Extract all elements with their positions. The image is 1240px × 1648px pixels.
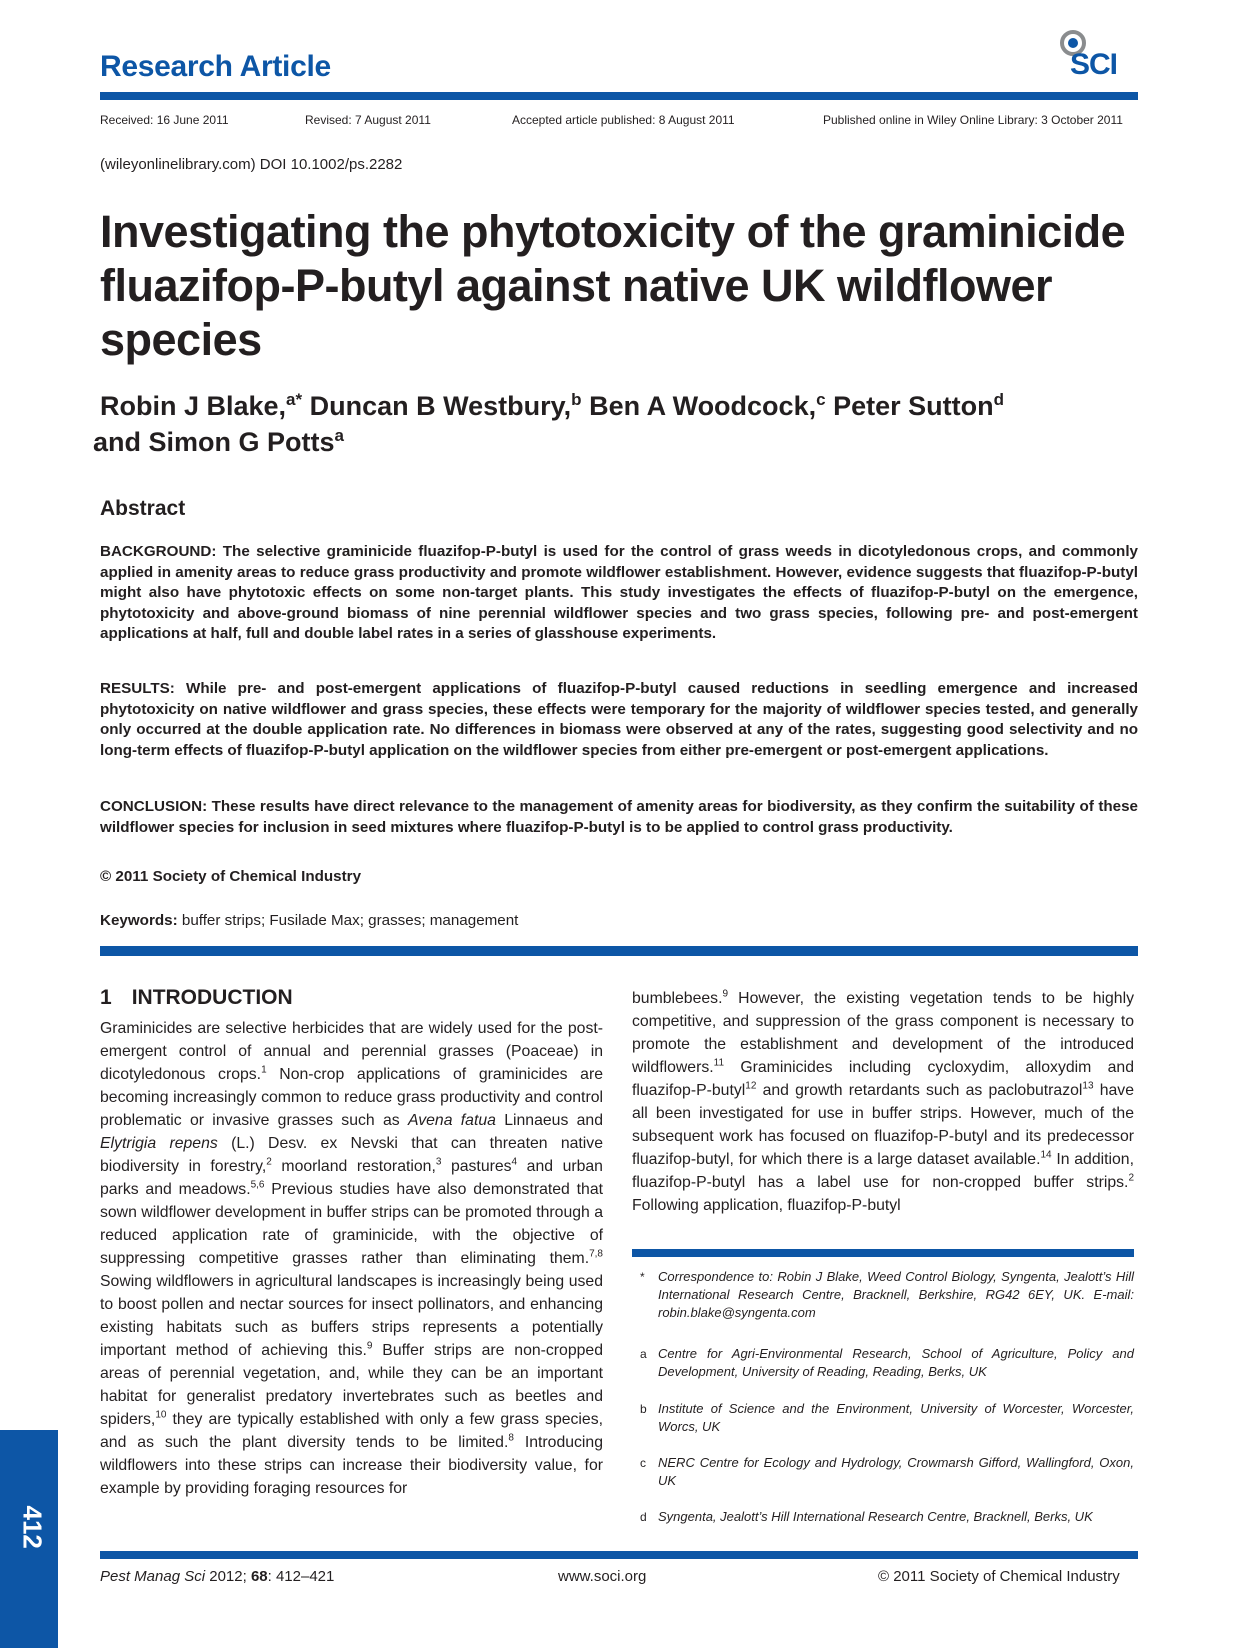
section-heading-introduction xyxy=(100,986,293,1010)
footnote-text: Centre for Agri-Environmental Research, School of Agriculture, Policy and Development, University of Reading, Reading, Berks, UK xyxy=(658,1346,1134,1379)
footnote-mark: d xyxy=(640,1510,647,1524)
sci-logo-text: SCI xyxy=(1070,48,1118,81)
author-name: Peter Sutton xyxy=(825,391,994,421)
article-title: Investigating the phytotoxicity of the graminicide fluazifop-P-butyl against native UK wildflower species xyxy=(100,206,1126,365)
intro-left-column: Graminicides are selective herbicides that are widely used for the post-emergent control of annual and perennial grasses (Poaceae) in dicotyledonous crops.$^1$ Non-crop applications of graminicides are becoming increasingly common to reduce grass productivity and control problematic or invasive grasses such as Avena fatua Linnaeus and Elytrigia repens (L.) Desv. ex Nevski that can threaten native biodiversity in forestry,$^2$ moorland restoration,$^3$ pastures$^4$ and urban parks and meadows.$^{5,6}$ Previous studies have also demonstrated that sown wildflower development in buffer strips can be promoted through a reduced application rate of graminicide, with the objective of suppressing competitive grasses rather than eliminating them.$^{7,8}$ Sowing wildflowers in agricultural landscapes is increasingly being used to boost pollen and nectar sources for insect pollinators, and enhancing existing habitats such as buffers strips represents a potentially important method of achieving this.$^9$ Buffer strips are non-cropped areas of perennial vegetation, and, while they can be an important habitat for generalist predatory invertebrates such as beetles and spiders,$^{10}$ they are typically established with only a few grass species, and as such the plant diversity tends to be limited.$^8$ Introducing wildflowers into these strips can increase their biodiversity value, for example by providing foraging resources for xyxy=(100,1020,604,1497)
abstract-heading: Abstract xyxy=(100,497,186,520)
author-name: Ben A Woodcock, xyxy=(581,391,817,421)
author-affiliation: d xyxy=(993,390,1004,409)
footer-website-link[interactable]: www.soci.org xyxy=(558,1568,647,1585)
abstract-results: RESULTS: While pre- and post-emergent applications of fluazifop-P-butyl caused reductions in seedling emergence and increased phytotoxicity on native wildflower and grass species, these effects were temporary for the majority of wildflower species tested, and generally only occurred at the double application rate. No differences in biomass were observed at any of the rates, suggesting good selectivity and no long-term effects of fluazifop-P-butyl application on the wildflower species from either pre-emergent or post-emergent applications. xyxy=(100,680,1138,759)
footnote-text: Institute of Science and the Environment, University of Worcester, Worcester, Worcs, UK xyxy=(658,1401,1134,1434)
footnote-text: Correspondence to: Robin J Blake, Weed Control Biology, Syngenta, Jealott’s Hill International Research Centre, Bracknell, Berkshire, RG42 6EY, UK. E-mail: robin.blake@syngenta.com xyxy=(658,1269,1134,1320)
footnote-text: NERC Centre for Ecology and Hydrology, Crowmarsh Gifford, Wallingford, Oxon, UK xyxy=(658,1455,1134,1488)
abstract-background: BACKGROUND: The selective graminicide fluazifop-P-butyl is used for the control of grass weeds in dicotyledonous crops, and commonly applied in amenity areas to reduce grass productivity and promote wildflower establishment. However, evidence suggests that fluazifop-P-butyl might also have phytotoxic effects on some non-target plants. This study investigates the effects of fluazifop-P-butyl on the emergence, phytotoxicity and above-ground biomass of nine perennial wildflower species and two grass species, following pre- and post-emergent applications at half, full and double label rates in a series of glasshouse experiments. xyxy=(100,543,1138,642)
abstract-copyright: © 2011 Society of Chemical Industry xyxy=(100,868,362,885)
section-number: 1 xyxy=(100,986,112,1009)
footer-journal: Pest Manag Sci xyxy=(100,1568,206,1585)
accepted-date: Accepted article published: 8 August 2011 xyxy=(512,113,735,127)
author-affiliation: b xyxy=(571,390,582,409)
section-label: Research Article xyxy=(100,50,331,83)
intro-right-column: bumblebees.$^9$ However, the existing vegetation tends to be highly competitive, and suppression of the grass component is necessary to promote the establishment and development of the introduced wildflowers.$^{11}$ Graminicides including cycloxydim, alloxydim and fluazifop-P-butyl$^{12}$ and growth retardants such as paclobutrazol$^{13}$ have all been investigated for use in buffer strips. However, much of the subsequent work has focused on fluazifop-P-butyl and its predecessor fluazifop-butyl, for which there is a large dataset available.$^{14}$ In addition, fluazifop-P-butyl has a label use for non-cropped buffer strips.$^2$ Following application, fluazifop-P-butyl xyxy=(632,988,1134,1214)
footnote-text: Syngenta, Jealott’s Hill International Research Centre, Bracknell, Berks, UK xyxy=(658,1509,1093,1524)
footer-rule xyxy=(100,1551,1138,1559)
author-affiliation: c xyxy=(816,390,826,409)
keywords-label: Keywords: xyxy=(100,912,178,929)
page-number: 412 xyxy=(17,1505,48,1549)
author-list xyxy=(93,388,1140,460)
footer-volume: 68 xyxy=(250,1568,268,1585)
footer-copyright: © 2011 Society of Chemical Industry xyxy=(878,1568,1120,1585)
author-name: Robin J Blake, xyxy=(100,391,287,421)
keywords-text: buffer strips; Fusilade Max; grasses; management xyxy=(177,912,519,929)
abstract-conclusion: CONCLUSION: These results have direct relevance to the management of amenity areas for biodiversity, as they confirm the suitability of these wildflower species for inclusion in seed mixtures where fluazifop-P-butyl is to be applied to control grass productivity. xyxy=(100,798,1138,836)
revised-date: Revised: 7 August 2011 xyxy=(305,113,431,127)
abstract-rule xyxy=(100,946,1138,956)
keywords xyxy=(100,912,518,929)
footer-citation xyxy=(100,1568,334,1585)
footnote-mark: b xyxy=(640,1402,647,1416)
author-affiliation: a* xyxy=(286,390,303,409)
doi-line[interactable]: (wileyonlinelibrary.com) DOI 10.1002/ps.2282 xyxy=(100,156,403,173)
footer-year: 2012; xyxy=(205,1568,251,1585)
section-title: INTRODUCTION xyxy=(131,986,293,1009)
footnote-rule xyxy=(632,1249,1134,1257)
sci-logo xyxy=(1050,30,1140,82)
published-date: Published online in Wiley Online Library: 3 October 2011 xyxy=(823,113,1123,127)
author-name: and Simon G Potts xyxy=(93,427,335,457)
author-affiliation: a xyxy=(334,426,344,445)
footnote-mark: a xyxy=(640,1347,647,1361)
footnote-mark: * xyxy=(640,1270,645,1284)
header-rule xyxy=(100,92,1138,100)
footnote-mark: c xyxy=(640,1456,646,1470)
received-date: Received: 16 June 2011 xyxy=(100,113,229,127)
footer-pages: : 412–421 xyxy=(267,1568,335,1585)
author-name: Duncan B Westbury, xyxy=(302,391,572,421)
